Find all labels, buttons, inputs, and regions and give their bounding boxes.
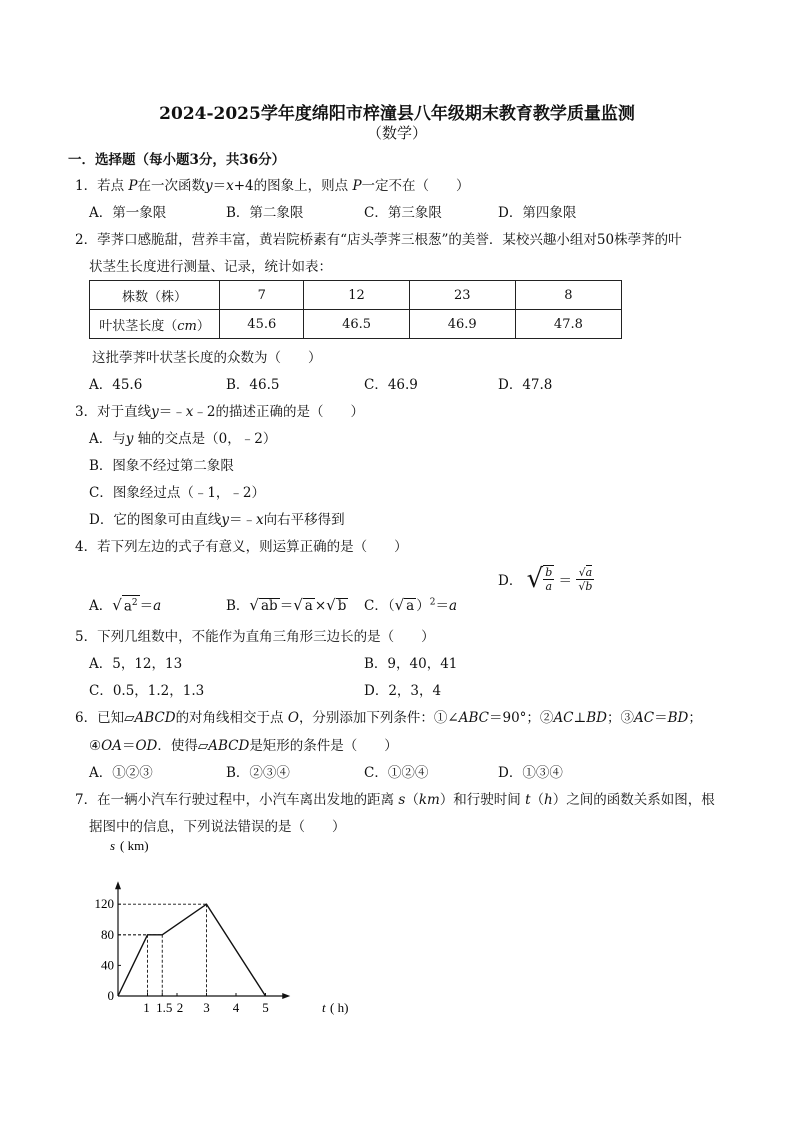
q2-option-c[interactable]: C．46.9 [364, 377, 418, 393]
x-axis-label-unit: ( h) [330, 1000, 349, 1015]
table-cell: 45.6 [220, 310, 304, 339]
question-4-stem: 4．若下列左边的式子有意义，则运算正确的是（ ） [75, 539, 408, 555]
q3-option-a[interactable]: A．与y 轴的交点是（0，﹣2） [89, 431, 277, 447]
y-axis-arrow [115, 881, 121, 889]
question-2-stem-line1: 2．荸荠口感脆甜，营养丰富，黄岩院桥素有“店头荸荠三根葱”的美誉．某校兴趣小组对50株荸荠的叶 [75, 232, 682, 248]
table-cell: 46.9 [409, 310, 515, 339]
question-7-stem-line1: 7．在一辆小汽车行驶过程中，小汽车离出发地的距离 s（km）和行驶时间 t（h）之间的函数关系如图，根 [75, 792, 715, 808]
q6-option-a[interactable]: A．①②③ [89, 765, 153, 781]
y-tick-label: 80 [101, 926, 114, 942]
y-tick-label: 0 [107, 988, 114, 1003]
x-tick-label: 1.5 [156, 1000, 173, 1015]
q5-option-b[interactable]: B．9，40，41 [364, 656, 458, 672]
q2-option-b[interactable]: B．46.5 [226, 377, 280, 393]
q4-option-b[interactable]: B．√ ab ＝√ a ×√ b [226, 596, 347, 614]
data-table [89, 280, 622, 339]
q1-option-b[interactable]: B．第二象限 [226, 205, 304, 221]
y-axis-label-symbol: s [110, 838, 116, 853]
question-6-stem-line2: ④OA＝OD．使得▱ABCD是矩形的条件是（ ） [89, 738, 398, 754]
x-tick-label: 5 [262, 1000, 269, 1015]
table-header-cell: 株数（株） [90, 281, 220, 310]
table-cell: 12 [304, 281, 409, 310]
q3-option-c[interactable]: C．图象经过点（﹣1，﹣2） [89, 485, 266, 501]
table-header-cell: 叶状茎长度（cm） [90, 310, 220, 339]
table-cell: 8 [515, 281, 621, 310]
section-heading: 一．选择题（每小题3分，共36分） [68, 152, 286, 168]
q4-option-a[interactable]: A．√ $a^2 =a$ [89, 596, 162, 614]
q1-option-c[interactable]: C．第三象限 [364, 205, 442, 221]
y-tick-label: 120 [94, 896, 114, 912]
question-3-stem: 3．对于直线y＝﹣x﹣2的描述正确的是（ ） [75, 404, 364, 420]
distance-time-graph [90, 835, 360, 1017]
q5-option-c[interactable]: C．0.5，1.2，1.3 [89, 683, 205, 699]
page-subtitle: （数学） [366, 124, 427, 142]
x-tick-label: 3 [203, 1000, 210, 1015]
q2-option-d[interactable]: D．47.8 [498, 377, 553, 393]
x-axis-label-symbol: t [322, 1000, 326, 1015]
q1-option-d[interactable]: D．第四象限 [498, 205, 577, 221]
page-title: 2024-2025学年度绵阳市梓潼县八年级期末教育教学质量监测 [159, 104, 635, 124]
table-cell: 7 [220, 281, 304, 310]
table-row [90, 281, 622, 310]
q1-option-a[interactable]: A．第一象限 [89, 205, 167, 221]
question-2-stem: 这批荸荠叶状茎长度的众数为（ ） [92, 350, 322, 366]
x-axis-arrow [282, 993, 290, 999]
q3-option-d[interactable]: D．它的图象可由直线y＝﹣x向右平移得到 [89, 512, 345, 528]
q2-option-a[interactable]: A．45.6 [89, 377, 143, 393]
table-cell: 47.8 [515, 310, 621, 339]
question-2-stem-line2: 状茎生长度进行测量、记录，统计如表： [89, 259, 332, 275]
y-tick-label: 40 [101, 957, 114, 973]
question-5-stem: 5．下列几组数中，不能作为直角三角形三边长的是（ ） [75, 629, 435, 645]
q4-option-c[interactable]: C．（√ a ）$^2$＝a [364, 596, 458, 614]
q3-option-b[interactable]: B．图象不经过第二象限 [89, 458, 234, 474]
x-tick-label: 1 [143, 1000, 150, 1015]
series-line [118, 904, 266, 996]
table-cell: 23 [409, 281, 515, 310]
question-6-stem-line1: 6．已知▱ABCD的对角线相交于点 O，分别添加下列条件：①∠ABC＝90°；②AC⊥BD；③AC＝BD； [75, 710, 702, 726]
y-axis-label-unit: ( km) [120, 838, 149, 853]
question-7-stem-line2: 据图中的信息，下列说法错误的是（ ） [89, 819, 346, 835]
table-row [90, 310, 622, 339]
q4-option-d[interactable]: D． √ $\frac{b}{a}$ ＝ $\frac{√a}{√b}$ [498, 564, 593, 594]
question-1-stem: 1．若点 P在一次函数y＝x+4的图象上，则点 P一定不在（ ） [75, 178, 470, 194]
q6-option-b[interactable]: B．②③④ [226, 765, 290, 781]
q6-option-c[interactable]: C．①②④ [364, 765, 429, 781]
q5-option-a[interactable]: A．5，12，13 [89, 656, 183, 672]
q5-option-d[interactable]: D．2，3，4 [364, 683, 442, 699]
q6-option-d[interactable]: D．①③④ [498, 765, 563, 781]
x-tick-label: 4 [232, 1000, 240, 1015]
table-cell: 46.5 [304, 310, 409, 339]
x-tick-label: 2 [176, 1000, 184, 1015]
